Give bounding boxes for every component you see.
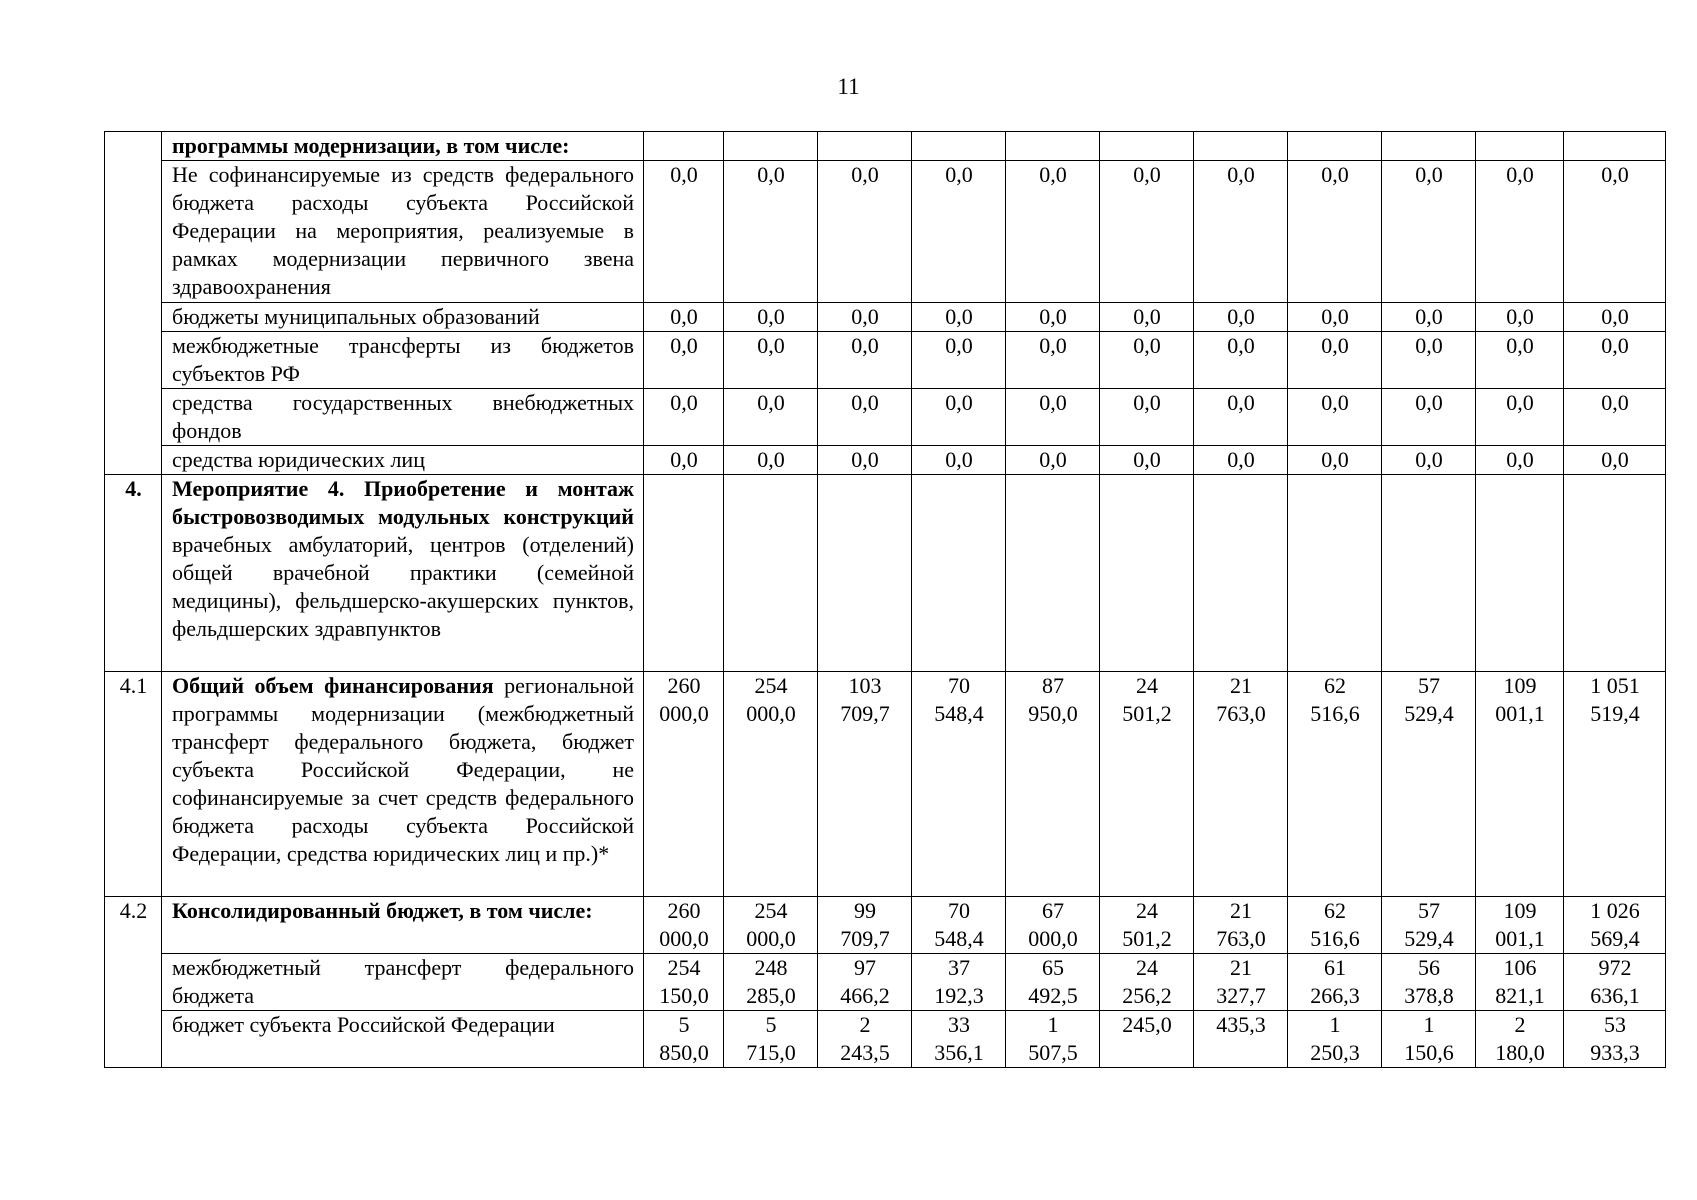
value-cell [1476,132,1564,161]
row-number-cell: 4.2 [105,897,162,1068]
row-description: Консолидированный бюджет, в том числе: [162,897,644,954]
value-cell: 57 529,4 [1382,897,1476,954]
value-cell [1564,132,1666,161]
value-cell: 99 709,7 [818,897,912,954]
value-cell: 0,0 [644,446,724,475]
value-cell: 33 356,1 [912,1011,1006,1068]
value-cell: 0,0 [1564,446,1666,475]
value-cell: 0,0 [724,332,818,389]
value-cell [1288,132,1382,161]
value-cell [912,132,1006,161]
value-cell: 0,0 [644,332,724,389]
value-cell [1100,132,1194,161]
table-row [105,332,1666,389]
value-cell: 57 529,4 [1382,672,1476,897]
value-cell: 24 501,2 [1100,897,1194,954]
value-cell: 53 933,3 [1564,1011,1666,1068]
value-cell: 61 266,3 [1288,954,1382,1011]
value-cell: 0,0 [1100,161,1194,303]
value-cell: 0,0 [1564,332,1666,389]
table-row [105,1011,1666,1068]
value-cell: 0,0 [1006,332,1100,389]
row-description: межбюджетные трансферты из бюджетов субъектов РФ [162,332,644,389]
value-cell: 0,0 [818,389,912,446]
row-number-cell [105,132,162,475]
value-cell: 2 243,5 [818,1011,912,1068]
value-cell: 0,0 [818,161,912,303]
value-cell [1006,132,1100,161]
value-cell: 62 516,6 [1288,897,1382,954]
value-cell: 56 378,8 [1382,954,1476,1011]
value-cell: 0,0 [644,303,724,332]
value-cell: 0,0 [1564,303,1666,332]
value-cell: 0,0 [1006,161,1100,303]
value-cell: 0,0 [1194,332,1288,389]
row-description: Не софинансируемые из средств федерального бюджета расходы субъекта Российской Федерации на мероприятия, реализуемые в рамках модернизации первичного звена здравоохранения [162,161,644,303]
table-row [105,446,1666,475]
value-cell: 0,0 [724,161,818,303]
value-cell: 0,0 [912,332,1006,389]
value-cell: 0,0 [644,389,724,446]
value-cell [1194,132,1288,161]
value-cell: 248 285,0 [724,954,818,1011]
value-cell: 0,0 [1006,446,1100,475]
value-cell: 254 000,0 [724,672,818,897]
value-cell: 0,0 [1194,389,1288,446]
value-cell: 0,0 [1194,446,1288,475]
value-cell: 1 051 519,4 [1564,672,1666,897]
table-row [105,897,1666,954]
value-cell: 5 850,0 [644,1011,724,1068]
table-row [105,161,1666,303]
value-cell [1382,132,1476,161]
table-row [105,389,1666,446]
table-row [105,303,1666,332]
value-cell: 103 709,7 [818,672,912,897]
value-cell: 0,0 [724,389,818,446]
table-row [105,132,1666,161]
value-cell: 0,0 [1194,161,1288,303]
value-cell: 260 000,0 [644,897,724,954]
budget-table [104,131,1666,1068]
value-cell: 37 192,3 [912,954,1006,1011]
value-cell: 0,0 [1564,161,1666,303]
value-cell: 0,0 [818,303,912,332]
value-cell: 0,0 [818,332,912,389]
value-cell: 0,0 [1564,389,1666,446]
value-cell: 1 150,6 [1382,1011,1476,1068]
value-cell: 0,0 [912,303,1006,332]
page-number: 11 [837,74,860,99]
row-description: межбюджетный трансферт федерального бюджета [162,954,644,1011]
value-cell [818,132,912,161]
value-cell: 0,0 [1100,332,1194,389]
value-cell: 21 327,7 [1194,954,1288,1011]
table-row [105,672,1666,897]
value-cell: 70 548,4 [912,897,1006,954]
row-description: бюджеты муниципальных образований [162,303,644,332]
row-description: Мероприятие 4. Приобретение и монтаж быстровозводимых модульных конструкций врачебных амбулаторий, центров (отделений) общей врачебной практики (семейной медицины), фельдшерско-акушерских пунктов, фельдшерских здравпунктов [162,475,644,672]
value-cell: 0,0 [1476,389,1564,446]
row-description: бюджет субъекта Российской Федерации [162,1011,644,1068]
value-cell: 0,0 [1288,389,1382,446]
value-cell: 0,0 [1382,161,1476,303]
value-cell: 0,0 [724,446,818,475]
value-cell: 0,0 [1100,303,1194,332]
value-cell: 0,0 [1194,303,1288,332]
value-cell: 0,0 [1382,389,1476,446]
value-cell: 0,0 [1476,332,1564,389]
value-cell: 0,0 [1476,303,1564,332]
value-cell: 0,0 [1288,161,1382,303]
row-description: Общий объем финансирования региональной программы модернизации (межбюджетный трансферт федерального бюджета, бюджет субъекта Российской Федерации, не софинансируемые за счет средств федерального бюджета расходы субъекта Российской Федерации, средства юридических лиц и пр.)* [162,672,644,897]
value-cell: 0,0 [912,446,1006,475]
value-cell: 254 150,0 [644,954,724,1011]
value-cell: 1 026 569,4 [1564,897,1666,954]
value-cell: 972 636,1 [1564,954,1666,1011]
value-cell: 260 000,0 [644,672,724,897]
value-cell: 2 180,0 [1476,1011,1564,1068]
value-cell: 97 466,2 [818,954,912,1011]
value-cell: 67 000,0 [1006,897,1100,954]
value-cell: 0,0 [1382,446,1476,475]
value-cell: 0,0 [1382,332,1476,389]
value-cell: 24 501,2 [1100,672,1194,897]
value-cell: 109 001,1 [1476,897,1564,954]
value-cell: 0,0 [1288,303,1382,332]
value-cell: 0,0 [912,161,1006,303]
value-cell: 1 507,5 [1006,1011,1100,1068]
row-number-cell: 4.1 [105,672,162,897]
value-cell: 62 516,6 [1288,672,1382,897]
value-cell: 87 950,0 [1006,672,1100,897]
row-description: средства юридических лиц [162,446,644,475]
row-description: программы модернизации, в том числе: [162,132,644,161]
value-cell: 0,0 [1288,446,1382,475]
value-cell: 0,0 [1006,389,1100,446]
value-cell: 0,0 [1288,332,1382,389]
value-cell: 0,0 [1476,446,1564,475]
value-cell: 21 763,0 [1194,897,1288,954]
value-cell [644,132,724,161]
value-cell: 21 763,0 [1194,672,1288,897]
value-cell: 0,0 [1476,161,1564,303]
value-cell: 0,0 [1382,303,1476,332]
value-cell: 70 548,4 [912,672,1006,897]
value-cell: 65 492,5 [1006,954,1100,1011]
value-cell [724,132,818,161]
value-cell: 0,0 [912,389,1006,446]
table-row [105,954,1666,1011]
value-cell: 254 000,0 [724,897,818,954]
value-cell: 5 715,0 [724,1011,818,1068]
value-cell: 0,0 [1100,446,1194,475]
value-cell: 0,0 [1006,303,1100,332]
value-cell: 24 256,2 [1100,954,1194,1011]
value-cell: 0,0 [818,446,912,475]
value-cell: 435,3 [1194,1011,1288,1068]
row-description: средства государственных внебюджетных фондов [162,389,644,446]
value-cell: 245,0 [1100,1011,1194,1068]
value-cell: 0,0 [644,161,724,303]
row-number-cell: 4. [105,475,162,672]
table-row [105,475,1666,672]
value-cell: 1 250,3 [1288,1011,1382,1068]
value-cell: 109 001,1 [1476,672,1564,897]
value-cell: 0,0 [1100,389,1194,446]
value-cell: 0,0 [724,303,818,332]
value-cell: 106 821,1 [1476,954,1564,1011]
